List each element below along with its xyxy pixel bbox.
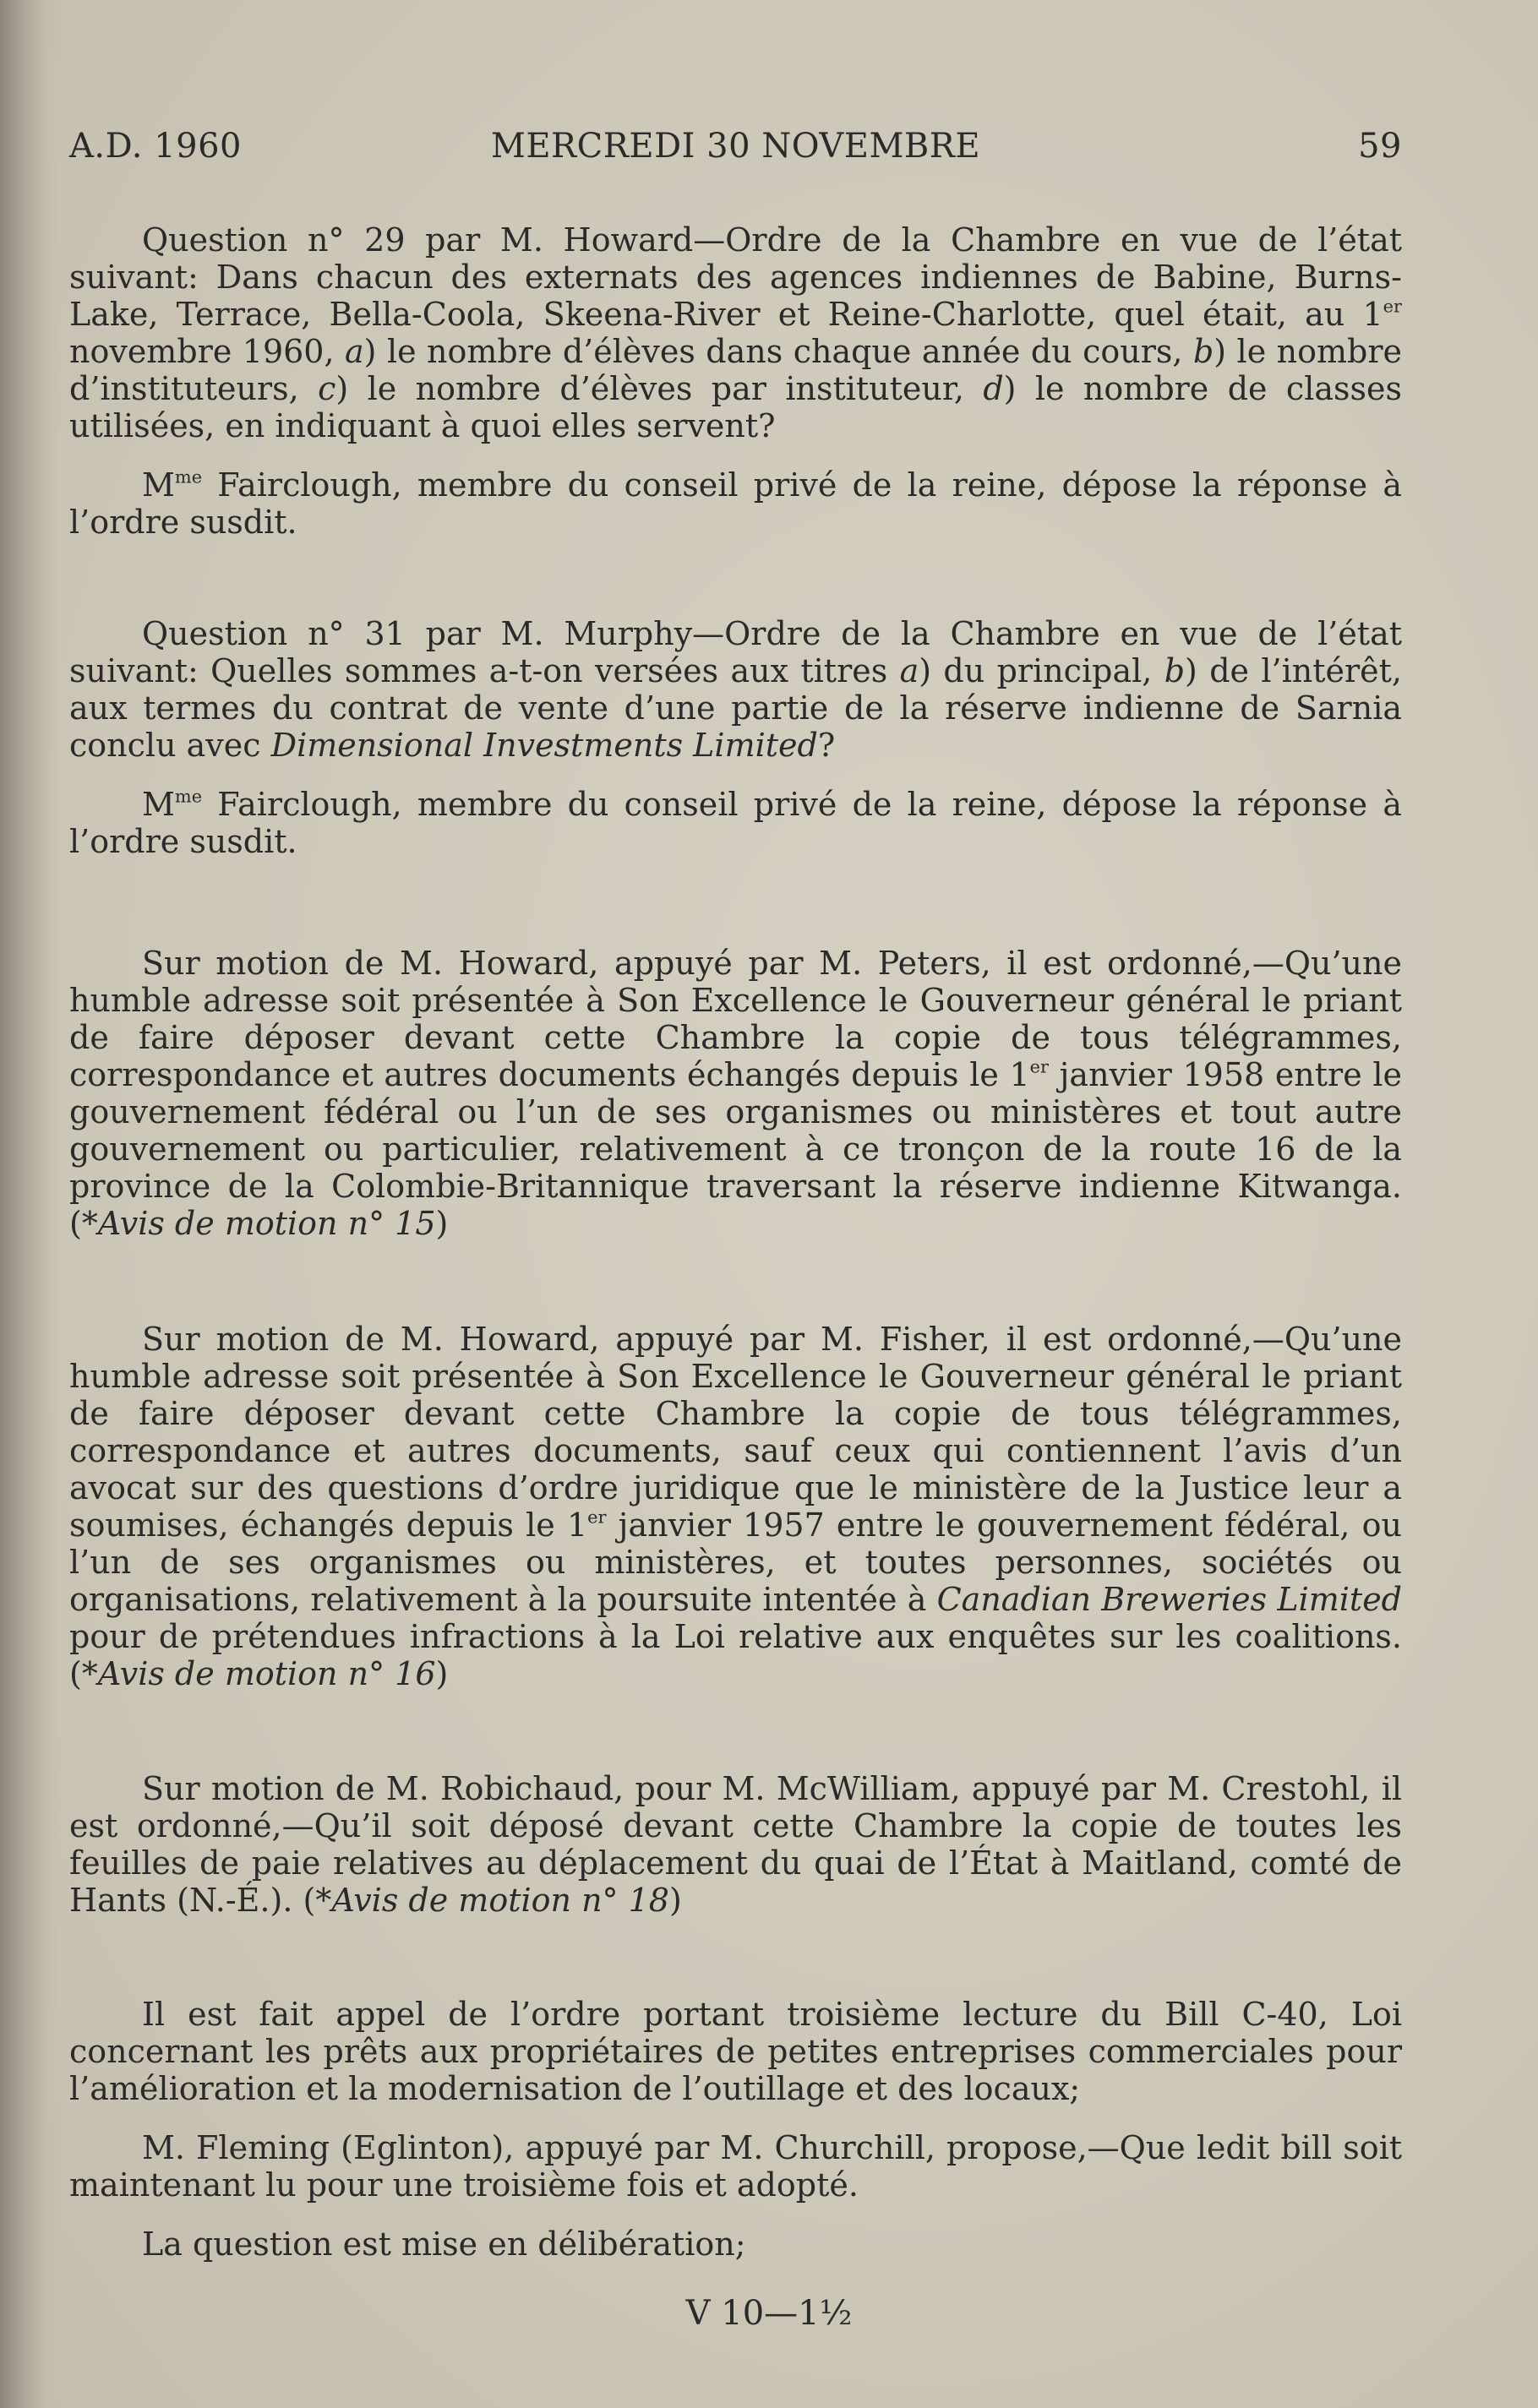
motion-16-block	[69, 1321, 1402, 1692]
motion-18-block	[69, 1770, 1402, 1919]
signature-mark: V 10—1½	[685, 2294, 853, 2333]
bill-c40-block	[69, 1996, 1402, 2263]
motion-18: Sur motion de M. Robichaud, pour M. McWilliam, appuyé par M. Crestohl, il est ordonné,—Qu’il soit déposé devant cette Chambre la copie de toutes les feuilles de paie relatives au déplacement du quai de l’État à Maitland, comté de Hants (N.-É.). (*Avis de motion n° 18)	[69, 1770, 1402, 1919]
page-header	[69, 127, 1402, 167]
answer-31: $M^{me}$ Fairclough, membre du conseil privé de la reine, dépose la réponse à l’ordre susdit.	[69, 786, 1402, 860]
question-29: Question n° 29 par M. Howard—Ordre de la Chambre en vue de l’état suivant: Dans chacun des externats des agences indiennes de Babine, Burns-Lake, Terrace, Bella-Coola, Skeena-River et Reine-Charlotte, quel était, au 1er novembre 1960, a) le nombre d’élèves dans chaque année du cours, b) le nombre d’instituteurs, c) le nombre d’élèves par instituteur, d) le nombre de classes utilisées, en indiquant à quoi elles servent?	[69, 221, 1402, 444]
motion-16: Sur motion de M. Howard, appuyé par M. Fisher, il est ordonné,—Qu’une humble adresse soit présentée à Son Excellence le Gouverneur général le priant de faire déposer devant cette Chambre la copie de tous télégrammes, correspondance et autres documents, sauf ceux qui contiennent l’avis d’un avocat sur des questions d’ordre juridique que le ministère de la Justice leur a soumises, échangés depuis le 1er janvier 1957 entre le gouvernement fédéral, ou l’un de ses organismes ou ministères, et toutes personnes, sociétés ou organisations, relativement à la poursuite intentée à Canadian Breweries Limited pour de prétendues infractions à la Loi relative aux enquêtes sur les coalitions. (*Avis de motion n° 16)	[69, 1321, 1403, 1692]
question-31-block	[69, 615, 1402, 860]
motion-15-block	[69, 945, 1402, 1242]
bill-c40-question: La question est mise en délibération;	[142, 2225, 746, 2263]
bill-c40-motion: M. Fleming (Eglinton), appuyé par M. Churchill, propose,—Que ledit bill soit maintenant lu pour une troisième fois et adopté.	[69, 2129, 1402, 2204]
header-year: A.D. 1960	[69, 127, 242, 166]
bill-c40-order: Il est fait appel de l’ordre portant troisième lecture du Bill C-40, Loi concernant les prêts aux propriétaires de petites entreprises commerciales pour l’amélioration et la modernisation de l’outillage et des locaux;	[69, 1996, 1402, 2107]
answer-29: $M^{me}$ Fairclough, membre du conseil privé de la reine, dépose la réponse à l’ordre susdit.	[69, 466, 1402, 541]
header-date: MERCREDI 30 NOVEMBRE	[490, 127, 981, 166]
motion-15: Sur motion de M. Howard, appuyé par M. Peters, il est ordonné,—Qu’une humble adresse soit présentée à Son Excellence le Gouverneur général le priant de faire déposer devant cette Chambre la copie de tous télégrammes, correspondance et autres documents échangés depuis le 1er janvier 1958 entre le gouvernement fédéral ou l’un de ses organismes ou ministères et tout autre gouvernement ou particulier, relativement à ce tronçon de la route 16 de la province de la Colombie-Britannique traversant la réserve indienne Kitwanga. (*Avis de motion n° 15)	[69, 945, 1402, 1242]
question-29-block	[69, 221, 1402, 541]
binding-shadow	[0, 0, 59, 2408]
page-number: 59	[1358, 127, 1402, 166]
question-31: Question n° 31 par M. Murphy—Ordre de la Chambre en vue de l’état suivant: Quelles sommes a-t-on versées aux titres a) du principal, b) de l’intérêt, aux termes du contrat de vente d’une partie de la réserve indienne de Sarnia conclu avec Dimensional Investments Limited?	[69, 615, 1402, 764]
